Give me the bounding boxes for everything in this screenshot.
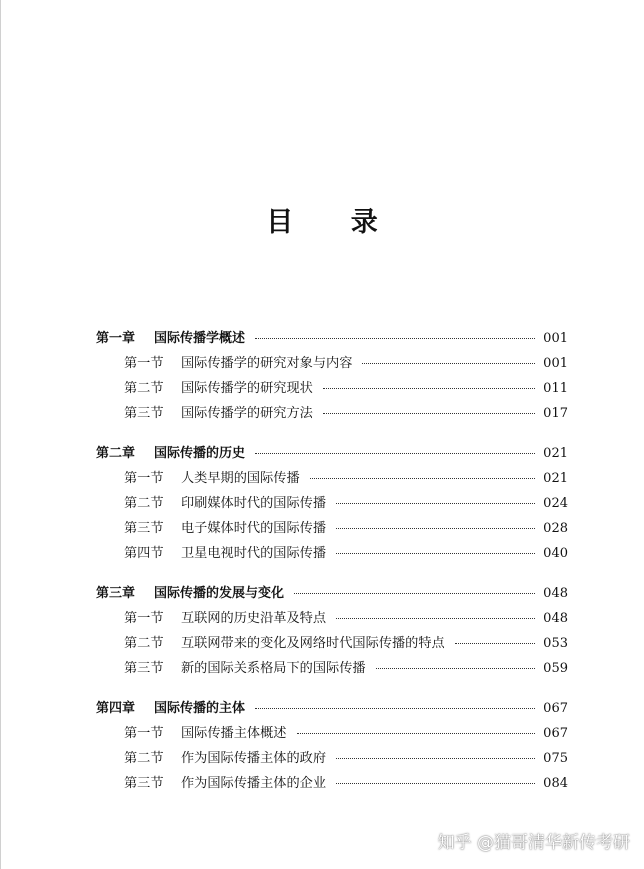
section-entry — [96, 351, 568, 376]
chapter-entry — [96, 696, 568, 721]
page-number: 011 — [543, 381, 568, 396]
chapter-entry — [96, 326, 568, 351]
section-number: 第二节 — [124, 751, 164, 766]
dot-leader — [310, 478, 535, 479]
section-number: 第三节 — [124, 661, 164, 676]
section-number: 第一节 — [124, 471, 164, 486]
page-number: 084 — [543, 776, 568, 791]
dot-leader — [323, 388, 535, 389]
page-number: 048 — [543, 586, 568, 601]
section-title: 国际传播学的研究对象与内容 — [181, 356, 353, 371]
section-title: 国际传播学的研究现状 — [181, 381, 313, 396]
dot-leader — [455, 643, 535, 644]
section-number: 第一节 — [124, 726, 164, 741]
dot-leader — [336, 528, 535, 529]
dot-leader — [336, 503, 535, 504]
dot-leader — [336, 758, 535, 759]
page-number: 075 — [543, 751, 568, 766]
dot-leader — [336, 553, 535, 554]
chapter-block — [96, 581, 568, 681]
chapter-number: 第四章 — [96, 701, 136, 716]
page-number: 067 — [543, 701, 568, 716]
section-entry — [96, 656, 568, 681]
section-title: 国际传播主体概述 — [181, 726, 287, 741]
chapter-entry — [96, 441, 568, 466]
page-number: 040 — [543, 546, 568, 561]
dot-leader — [297, 733, 536, 734]
section-entry — [96, 606, 568, 631]
page-number: 028 — [543, 521, 568, 536]
table-of-contents — [96, 326, 568, 811]
page-number: 017 — [543, 406, 568, 421]
section-entry — [96, 771, 568, 796]
page-number: 021 — [543, 446, 568, 461]
page-number: 053 — [543, 636, 568, 651]
section-title: 作为国际传播主体的企业 — [181, 776, 327, 791]
section-number: 第二节 — [124, 381, 164, 396]
chapter-title: 国际传播学概述 — [154, 331, 246, 346]
chapter-number: 第一章 — [96, 331, 136, 346]
dot-leader — [323, 413, 535, 414]
dot-leader — [336, 618, 535, 619]
chapter-block — [96, 326, 568, 426]
section-entry — [96, 746, 568, 771]
section-entry — [96, 631, 568, 656]
chapter-number: 第三章 — [96, 586, 136, 601]
section-entry — [96, 541, 568, 566]
chapter-block — [96, 696, 568, 796]
dot-leader — [255, 453, 535, 454]
dot-leader — [294, 593, 535, 594]
section-entry — [96, 466, 568, 491]
dot-leader — [336, 783, 535, 784]
section-title: 印刷媒体时代的国际传播 — [181, 496, 327, 511]
chapter-title: 国际传播的主体 — [154, 701, 246, 716]
section-entry — [96, 376, 568, 401]
section-title: 电子媒体时代的国际传播 — [181, 521, 327, 536]
page-title: 目 录 — [266, 207, 402, 238]
page-number: 048 — [543, 611, 568, 626]
section-number: 第一节 — [124, 611, 164, 626]
dot-leader — [255, 338, 535, 339]
section-number: 第二节 — [124, 636, 164, 651]
section-title: 国际传播学的研究方法 — [181, 406, 313, 421]
page-number: 001 — [543, 356, 568, 371]
watermark: 知乎 @猫哥清华新传考研 — [437, 833, 630, 853]
dot-leader — [362, 363, 535, 364]
page-number: 067 — [543, 726, 568, 741]
section-number: 第三节 — [124, 521, 164, 536]
chapter-title: 国际传播的历史 — [154, 446, 246, 461]
section-number: 第四节 — [124, 546, 164, 561]
section-number: 第一节 — [124, 356, 164, 371]
section-entry — [96, 491, 568, 516]
section-number: 第三节 — [124, 776, 164, 791]
dot-leader — [255, 708, 535, 709]
section-number: 第二节 — [124, 496, 164, 511]
section-title: 卫星电视时代的国际传播 — [181, 546, 327, 561]
section-entry — [96, 401, 568, 426]
section-title: 新的国际关系格局下的国际传播 — [181, 661, 366, 676]
chapter-number: 第二章 — [96, 446, 136, 461]
chapter-block — [96, 441, 568, 566]
section-title: 人类早期的国际传播 — [181, 471, 300, 486]
page-number: 001 — [543, 331, 568, 346]
chapter-entry — [96, 581, 568, 606]
dot-leader — [376, 668, 536, 669]
page-number: 059 — [543, 661, 568, 676]
section-title: 作为国际传播主体的政府 — [181, 751, 327, 766]
section-entry — [96, 721, 568, 746]
page-number: 024 — [543, 496, 568, 511]
chapter-title: 国际传播的发展与变化 — [154, 586, 285, 601]
section-title: 互联网带来的变化及网络时代国际传播的特点 — [181, 636, 445, 651]
section-entry — [96, 516, 568, 541]
section-number: 第三节 — [124, 406, 164, 421]
section-title: 互联网的历史沿革及特点 — [181, 611, 327, 626]
page-number: 021 — [543, 471, 568, 486]
